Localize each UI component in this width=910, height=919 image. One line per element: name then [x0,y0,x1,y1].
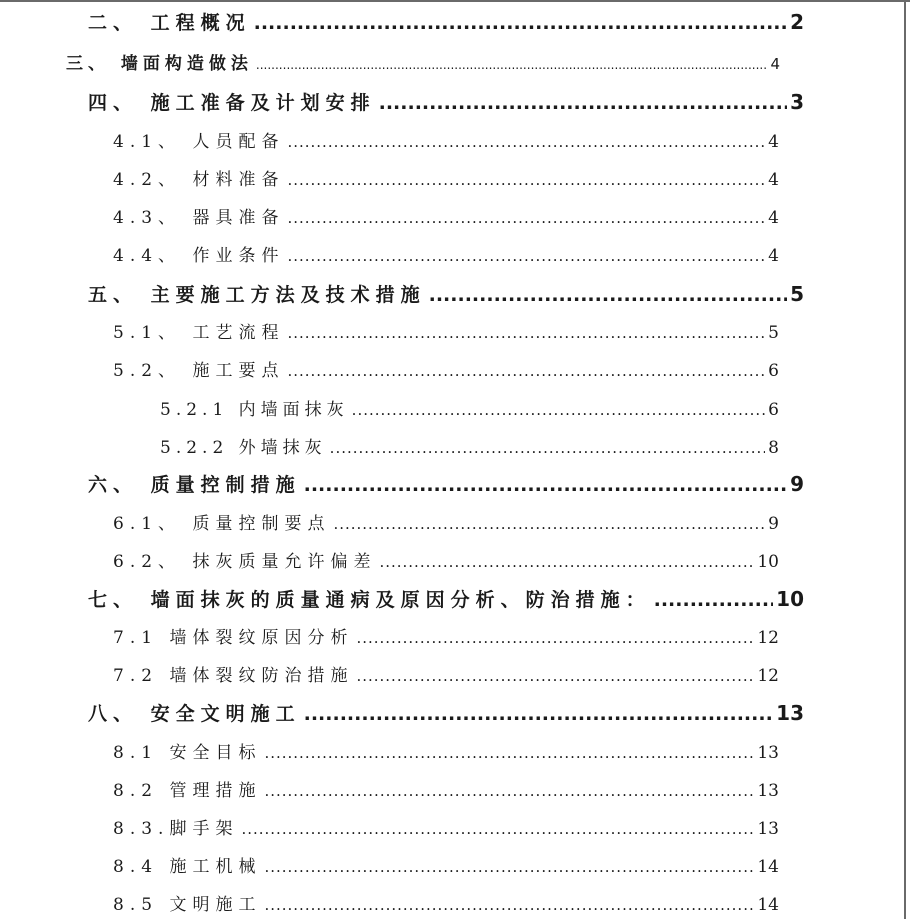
toc-entry-5-2-2[interactable] [160,433,779,458]
toc-page-number: 3 [790,90,804,114]
toc-entry-8-1[interactable] [113,738,779,763]
toc-page-number: 13 [776,701,804,725]
toc-dot-leader [333,515,765,533]
toc-entry-title: 8.5 文明施工 [113,895,262,915]
toc-entry-8-4[interactable] [113,852,779,877]
toc-entry-title: 4.4、 作业条件 [113,246,285,266]
toc-entry-title: 七、 墙面抹灰的质量通病及原因分析、防治措施： [88,589,651,611]
toc-dot-leader [264,896,754,914]
toc-entry-title: 四、 施工准备及计划安排 [88,92,376,114]
toc-entry-7-2[interactable] [113,661,779,686]
toc-dot-leader [256,58,768,72]
toc-page-number: 13 [757,743,779,763]
toc-dot-leader [264,744,754,762]
toc-entry-title: 8.3.脚手架 [113,819,239,839]
toc-entry-title: 6.1、 质量控制要点 [113,514,331,534]
toc-dot-leader [264,782,754,800]
toc-page-number: 4 [768,208,779,228]
toc-entry-section-3[interactable] [66,49,780,74]
toc-page-number: 4 [768,246,779,266]
toc-entry-7-1[interactable] [113,623,779,648]
toc-page-number: 4 [768,170,779,190]
toc-entry-6-2[interactable] [113,547,779,572]
toc-page-number: 4 [768,132,779,152]
toc-entry-title: 5.2.2 外墙抹灰 [160,438,327,458]
toc-page-number: 12 [757,628,779,648]
toc-entry-section-2[interactable] [88,8,804,35]
toc-entry-section-7[interactable] [88,585,804,612]
toc-entry-title: 8.4 施工机械 [113,857,262,877]
toc-entry-4-4[interactable] [113,241,779,266]
toc-dot-leader [241,820,754,838]
toc-entry-title: 4.3、 器具准备 [113,208,285,228]
toc-entry-5-1[interactable] [113,318,779,343]
toc-dot-leader [287,247,765,265]
toc-entry-8-5[interactable] [113,890,779,915]
toc-page-number: 10 [776,587,804,611]
toc-entry-4-2[interactable] [113,165,779,190]
toc-page-number: 14 [757,857,779,877]
toc-dot-leader [287,133,765,151]
toc-entry-5-2-1[interactable] [160,395,779,420]
toc-entry-6-1[interactable] [113,509,779,534]
toc-dot-leader [254,12,787,34]
toc-dot-leader [287,209,765,227]
toc-entry-section-5[interactable] [88,280,804,307]
toc-entry-8-3[interactable] [113,814,779,839]
toc-page-number: 10 [757,552,779,572]
toc-dot-leader [287,171,765,189]
toc-page-number: 4 [770,55,780,73]
toc-page-number: 5 [768,323,779,343]
toc-dot-leader [330,439,766,457]
toc-entry-section-6[interactable] [88,470,804,497]
toc-dot-leader [304,474,787,496]
toc-entry-title: 7.1 墙体裂纹原因分析 [113,628,354,648]
toc-entry-title: 六、 质量控制措施 [88,474,301,496]
toc-page-number: 8 [768,438,779,458]
toc-dot-leader [379,553,754,571]
toc-dot-leader [264,858,754,876]
toc-dot-leader [352,401,766,419]
toc-dot-leader [356,667,754,685]
toc-entry-title: 八、 安全文明施工 [88,703,301,725]
toc-entry-section-4[interactable] [88,88,804,115]
toc-dot-leader [287,362,765,380]
toc-entry-title: 5.1、 工艺流程 [113,323,285,343]
toc-entry-8-2[interactable] [113,776,779,801]
toc-page-number: 5 [790,282,804,306]
toc-entry-title: 5.2.1 内墙面抹灰 [160,400,349,420]
toc-entry-title: 8.2 管理措施 [113,781,262,801]
toc-entry-title: 4.1、 人员配备 [113,132,285,152]
toc-page-number: 9 [768,514,779,534]
toc-page-number: 13 [757,781,779,801]
toc-dot-leader [654,589,774,611]
toc-entry-title: 二、 工程概况 [88,12,251,34]
toc-entry-4-3[interactable] [113,203,779,228]
toc-entry-title: 5.2、 施工要点 [113,361,285,381]
toc-page-number: 6 [768,361,779,381]
toc-entry-4-1[interactable] [113,127,779,152]
toc-entry-title: 五、 主要施工方法及技术措施 [88,284,426,306]
toc-dot-leader [287,324,765,342]
toc-page-number: 12 [757,666,779,686]
toc-entry-5-2[interactable] [113,356,779,381]
toc-page-number: 14 [757,895,779,915]
toc-page-number: 9 [790,472,804,496]
toc-page-number: 13 [757,819,779,839]
toc-dot-leader [379,92,787,114]
toc-entry-title: 8.1 安全目标 [113,743,262,763]
toc-entry-title: 4.2、 材料准备 [113,170,285,190]
toc-entry-title: 6.2、 抹灰质量允许偏差 [113,552,377,572]
toc-dot-leader [304,703,774,725]
toc-entry-title: 三、 墙面构造做法 [66,54,253,74]
toc-entry-section-8[interactable] [88,699,804,726]
toc-page-number: 6 [768,400,779,420]
toc-entry-title: 7.2 墙体裂纹防治措施 [113,666,354,686]
toc-dot-leader [429,284,787,306]
toc-dot-leader [356,629,754,647]
toc-page-number: 2 [790,10,804,34]
